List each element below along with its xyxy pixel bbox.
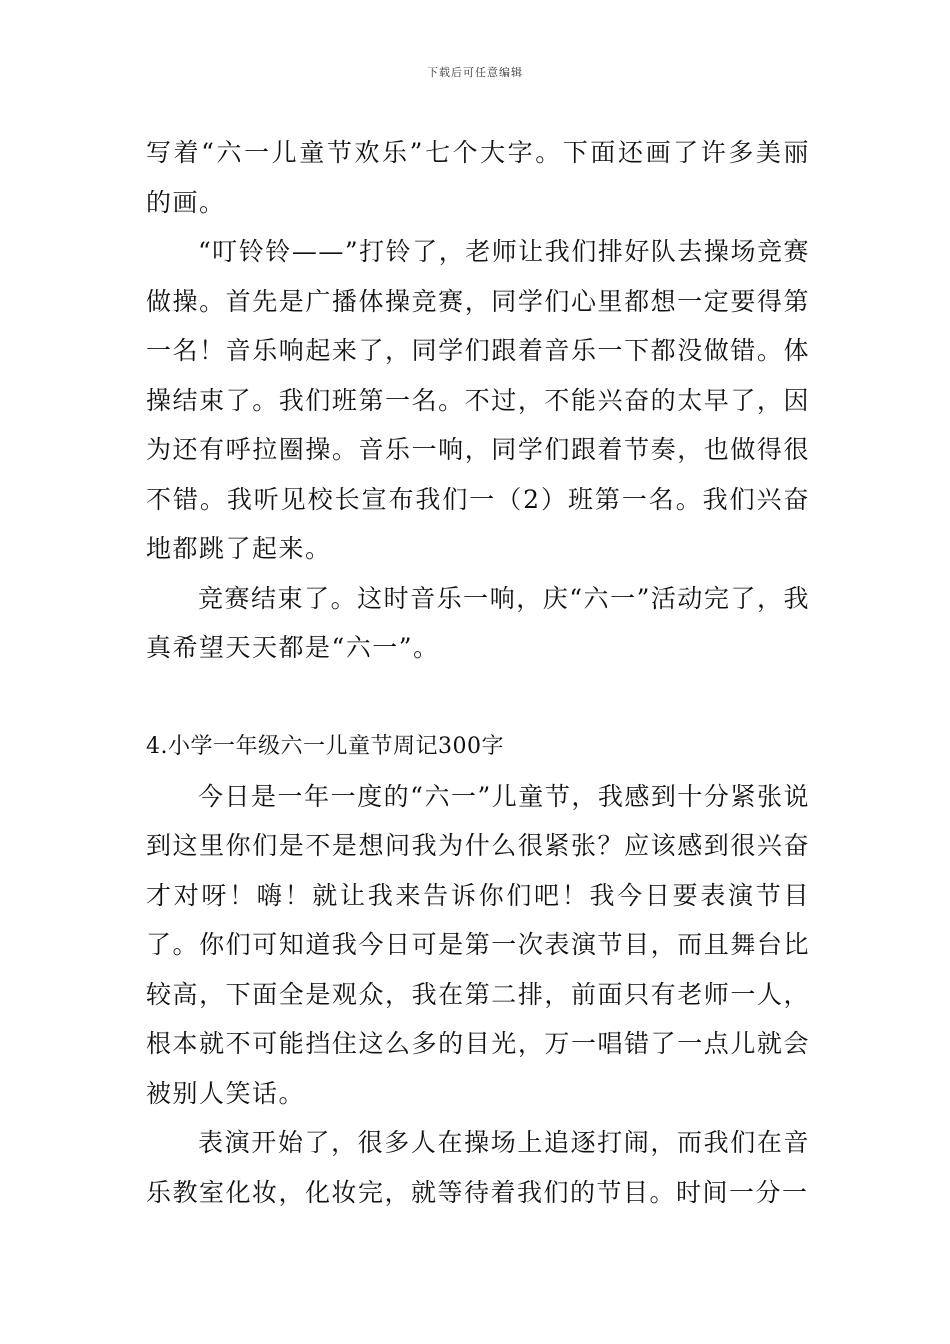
page-header-note: 下载后可任意编辑 bbox=[427, 66, 523, 79]
paragraph-nervous-performance: 今日是一年一度的“六一”儿童节，我感到十分紧张说到这里你们是不是想问我为什么很紧张？应该感到很兴奋才对呀！嗨！就让我来告诉你们吧！我今日要表演节目了。你们可知道我今日可是第一次表演节目，而且舞台比较高，下面全是观众，我在第二排，前面只有老师一人，根本就不可能挡住这么多的目光，万一唱错了一点儿就会被别人笑话。 bbox=[146, 781, 810, 1108]
paragraph-continuation: 写着“六一儿童节欢乐”七个大字。下面还画了许多美丽的画。 bbox=[146, 138, 810, 217]
paragraph-competition-end: 竞赛结束了。这时音乐一响，庆“六一”活动完了，我真希望天天都是“六一”。 bbox=[146, 583, 810, 662]
paragraph-bell-and-exercise: “叮铃铃——”打铃了，老师让我们排好队去操场竞赛做操。首先是广播体操竞赛，同学们心里都想一定要得第一名！音乐响起来了，同学们跟着音乐一下都没做错。体操结束了。我们班第一名。不过，不能兴奋的太早了，因为还有呼拉圈操。音乐一响，同学们跟着节奏，也做得很不错。我听见校长宣布我们一（2）班第一名。我们兴奋地都跳了起来。 bbox=[146, 237, 810, 563]
section-heading: 4.小学一年级六一儿童节周记300字 bbox=[146, 734, 504, 759]
document-body bbox=[146, 128, 810, 1217]
paragraph-performance-start: 表演开始了，很多人在操场上追逐打闹，而我们在音乐教室化妆，化妆完，就等待着我们的节目。时间一分一 bbox=[146, 1128, 810, 1207]
section-spacer bbox=[146, 673, 810, 723]
